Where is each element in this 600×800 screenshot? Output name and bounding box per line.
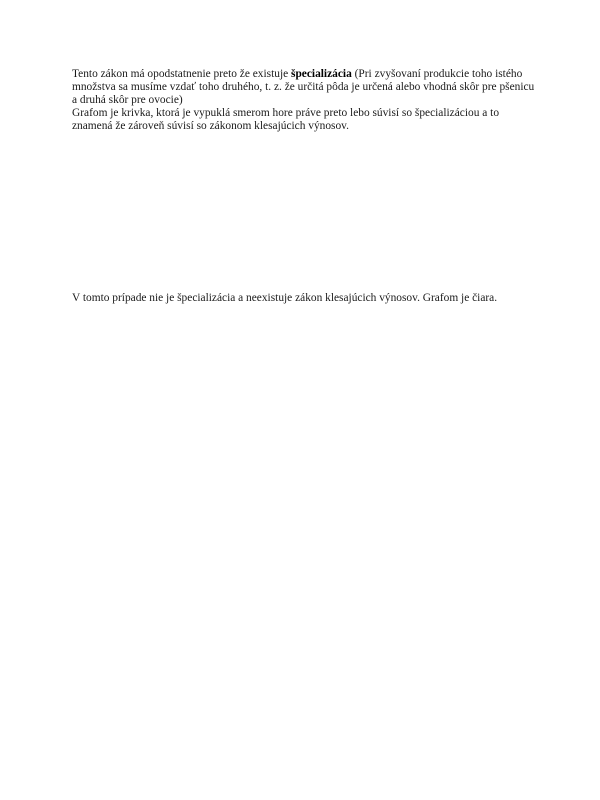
paragraph-specialization: [72, 68, 542, 107]
specialization-term: špecializácia: [291, 68, 352, 80]
paragraph-specialization-explanation: (Pri zvyšovaní produkcie toho istého množstva sa musíme vzdať toho druhého, t. z. že určitá pôda je určená alebo vhodná skôr pre pšenicu a druhá skôr pre ovocie): [72, 68, 535, 106]
paragraph-curve-graph: Grafom je krivka, ktorá je vypuklá smerom hore práve preto lebo súvisí so špecializáciou a to znamená že zároveň súvisí so zákonom klesajúcich výnosov.: [72, 107, 500, 132]
paragraph-specialization-intro: Tento zákon má opodstatnenie preto že existuje: [72, 68, 292, 80]
paragraph-line-graph: V tomto prípade nie je špecializácia a neexistuje zákon klesajúcich výnosov. Grafom je čiara.: [72, 292, 498, 304]
